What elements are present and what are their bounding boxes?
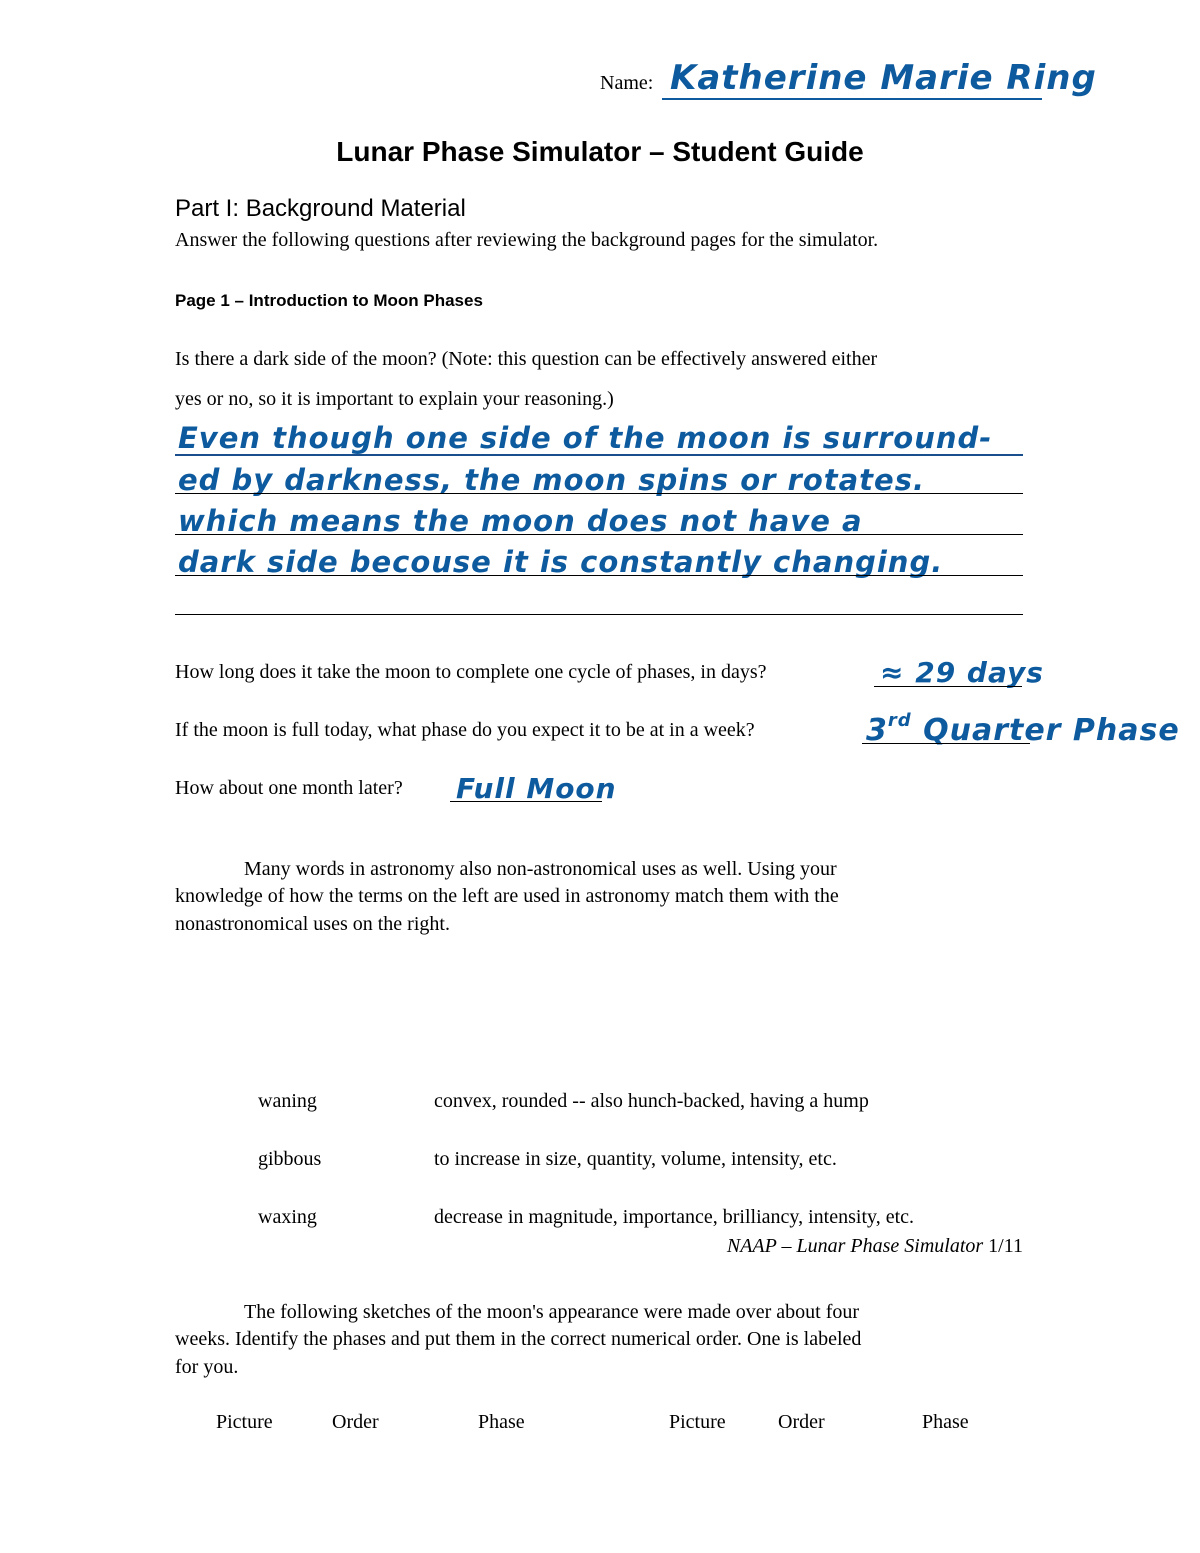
sketches-intro-line2: weeks. Identify the phases and put them in the correct numerical order. One is labeled [175,1328,862,1350]
column-header-order: Order [778,1411,825,1433]
answer-rule-2 [175,493,1023,494]
matching-term: gibbous [258,1148,322,1170]
answer-rule-3 [175,534,1023,535]
column-header-phase: Phase [922,1411,969,1433]
matching-term: waxing [258,1206,317,1228]
column-header-order: Order [332,1411,379,1433]
name-handwritten-value[interactable]: Katherine Marie Ring [670,58,1097,98]
footer-source: NAAP – Lunar Phase Simulator [726,1235,984,1257]
page-heading: Page 1 – Introduction to Moon Phases [175,291,483,310]
matching-definition: decrease in magnitude, importance, brilliancy, intensity, etc. [434,1206,915,1228]
answer-dark-side-line4[interactable]: dark side becouse it is constantly changing. [178,545,944,579]
column-header-picture: Picture [216,1411,273,1433]
matching-definition: convex, rounded -- also hunch-backed, having a hump [434,1090,869,1112]
answer-phase-week-underline [862,743,1030,744]
footer-page-number: 1/11 [988,1235,1023,1257]
question-dark-side-line1: Is there a dark side of the moon? (Note: this question can be effectively answered either [175,348,878,370]
matching-intro-line3: nonastronomical uses on the right. [175,913,450,935]
answer-one-month[interactable]: Full Moon [456,772,617,805]
answer-one-month-underline [450,801,602,802]
name-label: Name: [600,72,654,94]
name-underline [662,98,1042,100]
column-header-phase: Phase [478,1411,525,1433]
answer-phase-week-superscript: rd [887,710,912,731]
question-phase-week: If the moon is full today, what phase do you expect it to be at in a week? [175,719,755,741]
document-title: Lunar Phase Simulator – Student Guide [336,136,864,167]
answer-phase-week-number: 3 [866,713,888,748]
answer-dark-side-line1[interactable]: Even though one side of the moon is surround- [178,421,993,455]
answer-rule-5 [175,614,1023,615]
answer-phase-week-rest: Quarter Phase [923,713,1180,748]
column-header-picture: Picture [669,1411,726,1433]
question-cycle-days: How long does it take the moon to complete one cycle of phases, in days? [175,661,767,683]
sketches-intro-line3: for you. [175,1356,239,1378]
answer-rule-1 [175,454,1023,456]
sketches-intro-line1: The following sketches of the moon's appearance were made over about four [244,1301,860,1323]
answer-rule-4 [175,575,1023,576]
question-one-month: How about one month later? [175,777,403,799]
page-footer [727,1235,1023,1258]
answer-cycle-days[interactable]: ≈ 29 days [880,656,1044,689]
matching-intro-line1: Many words in astronomy also non-astronomical uses as well. Using your [244,858,837,880]
answer-dark-side-line3[interactable]: which means the moon does not have a [178,504,863,538]
part-intro: Answer the following questions after reviewing the background pages for the simulator. [175,229,879,251]
answer-cycle-days-underline [874,686,1022,687]
question-dark-side-line2: yes or no, so it is important to explain your reasoning.) [175,388,614,410]
answer-dark-side-line2[interactable]: ed by darkness, the moon spins or rotates. [178,463,925,497]
matching-term: waning [258,1090,317,1112]
matching-intro-line2: knowledge of how the terms on the left are used in astronomy match them with the [175,885,839,907]
part-title: Part I: Background Material [175,195,466,222]
matching-definition: to increase in size, quantity, volume, intensity, etc. [434,1148,837,1170]
